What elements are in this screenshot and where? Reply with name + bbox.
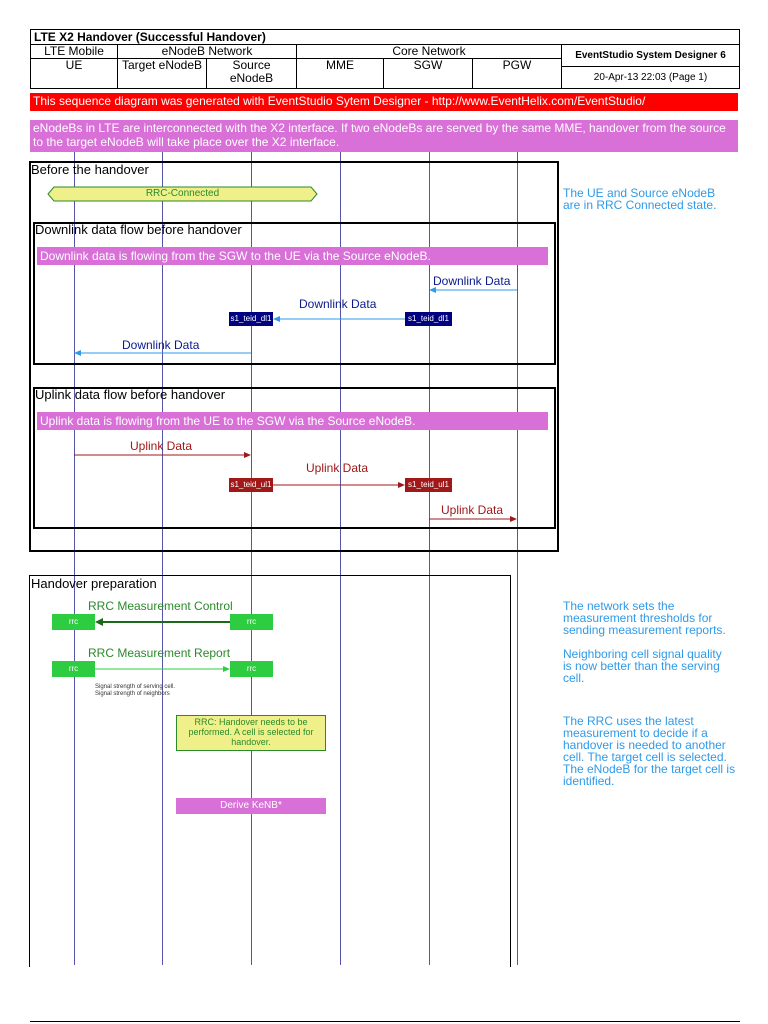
date-page: 20-Apr-13 22:03 (Page 1) xyxy=(561,66,740,89)
entity-pgw: PGW xyxy=(472,58,562,89)
rrc-connected-label: RRC-Connected xyxy=(145,188,220,199)
side-note-thresholds: The network sets the measurement thresholds for sending measurement reports. xyxy=(563,599,726,637)
measurement-report-label: RRC Measurement Report xyxy=(88,646,231,660)
side-note-rrc-decision: The RRC uses the latest measurement to decide if a handover is needed to another cell. The target cell is selected. The eNodeB for the target cell is identified. xyxy=(563,714,736,788)
side-note-rrc-connected: The UE and Source eNodeB are in RRC Connected state. xyxy=(563,186,717,212)
group-enodeb-network: eNodeB Network xyxy=(117,44,297,59)
measurement-control-label: RRC Measurement Control xyxy=(88,599,233,613)
downlink-msg-1: Downlink Data xyxy=(433,274,511,288)
rrc-box-ue-2: rrc xyxy=(52,661,95,677)
downlink-msg-3: Downlink Data xyxy=(122,338,200,352)
side-note-signal-quality: Neighboring cell signal quality is now better than the serving cell. xyxy=(563,647,722,685)
uplink-title: Uplink data flow before handover xyxy=(35,387,226,402)
rrc-box-ue-1: rrc xyxy=(52,614,95,630)
rrc-box-source-2: rrc xyxy=(230,661,273,677)
downlink-title: Downlink data flow before handover xyxy=(35,222,242,237)
box-s1-teid-ul1-source: s1_teid_ul1 xyxy=(229,478,273,492)
source-line1: Source xyxy=(232,58,271,72)
signal-neighbors: Signal strength of neighbors xyxy=(95,691,170,697)
uplink-msg-2: Uplink Data xyxy=(306,461,369,475)
box-s1-teid-dl1-source: s1_teid_dl1 xyxy=(229,312,273,326)
handover-prep-frame xyxy=(29,575,511,967)
uplink-msg-3: Uplink Data xyxy=(441,503,504,517)
rrc-box-source-1: rrc xyxy=(230,614,273,630)
group-lte-mobile: LTE Mobile xyxy=(30,44,118,59)
uplink-msg-1: Uplink Data xyxy=(130,439,193,453)
downlink-banner: Downlink data is flowing from the SGW to the UE via the Source eNodeB. xyxy=(37,247,548,265)
source-line2: eNodeB xyxy=(229,71,274,85)
handover-prep-title: Handover preparation xyxy=(31,576,157,591)
group-core-network: Core Network xyxy=(296,44,562,59)
entity-ue: UE xyxy=(30,58,118,89)
derive-kenb-action: Derive KeNB* xyxy=(176,798,326,814)
downlink-msg-2: Downlink Data xyxy=(299,297,377,311)
entity-target-enodeb: Target eNodeB xyxy=(117,58,207,89)
box-s1-teid-dl1-sgw: s1_teid_dl1 xyxy=(405,312,452,326)
diagram-title: LTE X2 Handover (Successful Handover) xyxy=(34,30,266,44)
uplink-banner: Uplink data is flowing from the UE to the SGW via the Source eNodeB. xyxy=(37,412,548,430)
before-handover-title: Before the handover xyxy=(31,162,149,177)
downlink-frame xyxy=(33,222,556,365)
signal-serving: Signal strength of serving cell. xyxy=(95,684,176,690)
intro-banner: eNodeBs in LTE are interconnected with the X2 interface. If two eNodeBs are served by the same MME, handover from the source to the target eNodeB will take place over the X2 interface. xyxy=(30,120,738,152)
entity-sgw: SGW xyxy=(383,58,473,89)
box-s1-teid-ul1-sgw: s1_teid_ul1 xyxy=(405,478,452,492)
handover-decision-note: RRC: Handover needs to be performed. A cell is selected for handover. xyxy=(176,715,326,751)
generated-banner: This sequence diagram was generated with EventStudio Sytem Designer - http://www.EventHelix.com/EventStudio/ xyxy=(30,93,738,111)
product-name: EventStudio System Designer 6 xyxy=(561,44,740,67)
entity-mme: MME xyxy=(296,58,384,89)
